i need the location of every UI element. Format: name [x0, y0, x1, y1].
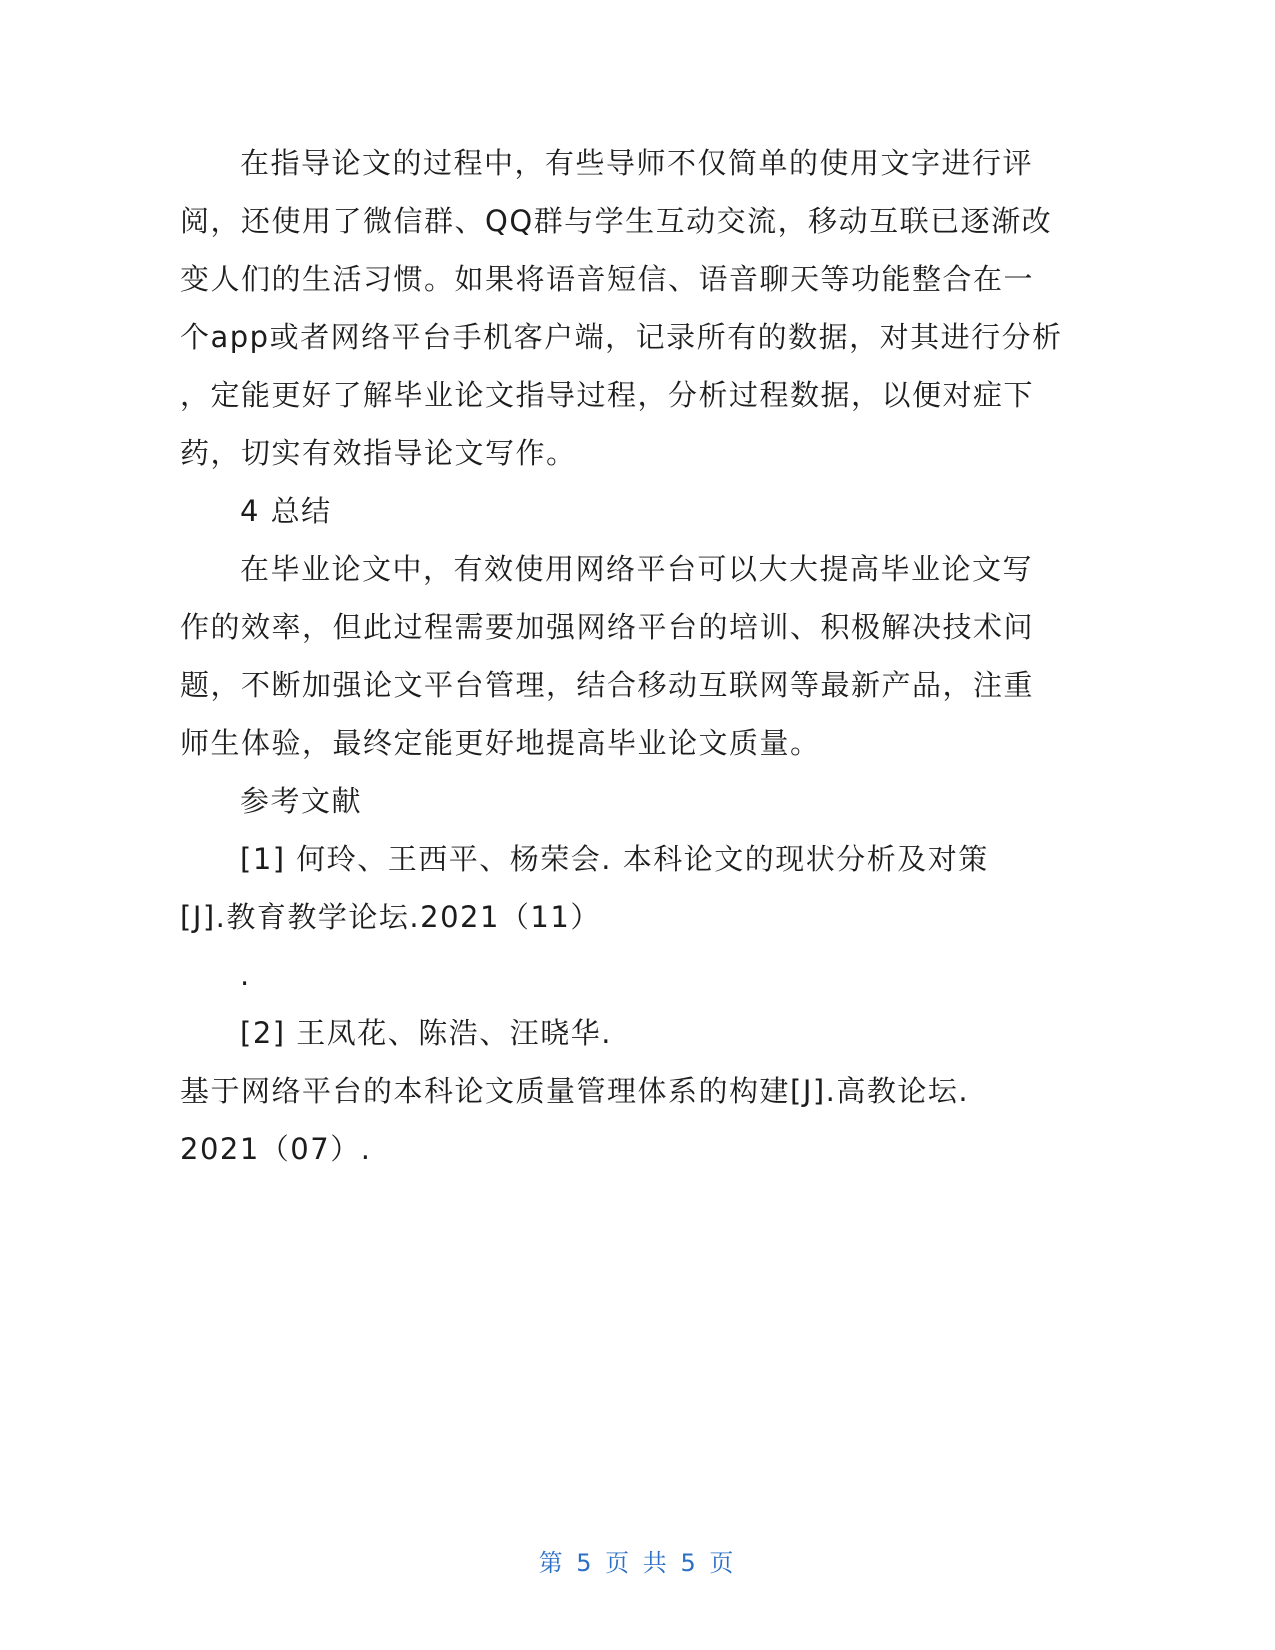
- body-paragraph-line: 药，切实有效指导论文写作。: [180, 436, 577, 470]
- section-heading: 4 总结: [240, 494, 332, 528]
- body-paragraph-line: 阅，还使用了微信群、QQ群与学生互动交流，移动互联已逐渐改: [180, 204, 1053, 238]
- body-paragraph-line: 在毕业论文中，有效使用网络平台可以大大提高毕业论文写: [240, 552, 1034, 586]
- body-paragraph-line: 师生体验，最终定能更好地提高毕业论文质量。: [180, 726, 821, 760]
- reference-entry-line: [1] 何玲、王西平、杨荣会. 本科论文的现状分析及对策: [240, 842, 989, 876]
- body-paragraph-line: 在指导论文的过程中，有些导师不仅简单的使用文字进行评: [240, 146, 1034, 180]
- body-paragraph-line: 个app或者网络平台手机客户端，记录所有的数据，对其进行分析: [180, 320, 1063, 354]
- reference-entry-line: [2] 王凤花、陈浩、汪晓华.: [240, 1016, 613, 1050]
- reference-entry-line: .: [240, 958, 251, 992]
- references-heading: 参考文献: [240, 784, 363, 818]
- body-paragraph-line: 变人们的生活习惯。如果将语音短信、语音聊天等功能整合在一: [180, 262, 1035, 296]
- body-paragraph-line: ，定能更好了解毕业论文指导过程，分析过程数据，以便对症下: [180, 378, 1035, 412]
- reference-entry-line: [J].教育教学论坛.2021（11）: [180, 900, 601, 934]
- body-paragraph-line: 题，不断加强论文平台管理，结合移动互联网等最新产品，注重: [180, 668, 1035, 702]
- reference-entry-line: 基于网络平台的本科论文质量管理体系的构建[J].高教论坛.: [180, 1074, 970, 1108]
- page-footer: 第 5 页 共 5 页: [538, 1549, 737, 1577]
- body-paragraph-line: 作的效率，但此过程需要加强网络平台的培训、积极解决技术问: [180, 610, 1035, 644]
- reference-entry-line: 2021（07）.: [180, 1132, 372, 1166]
